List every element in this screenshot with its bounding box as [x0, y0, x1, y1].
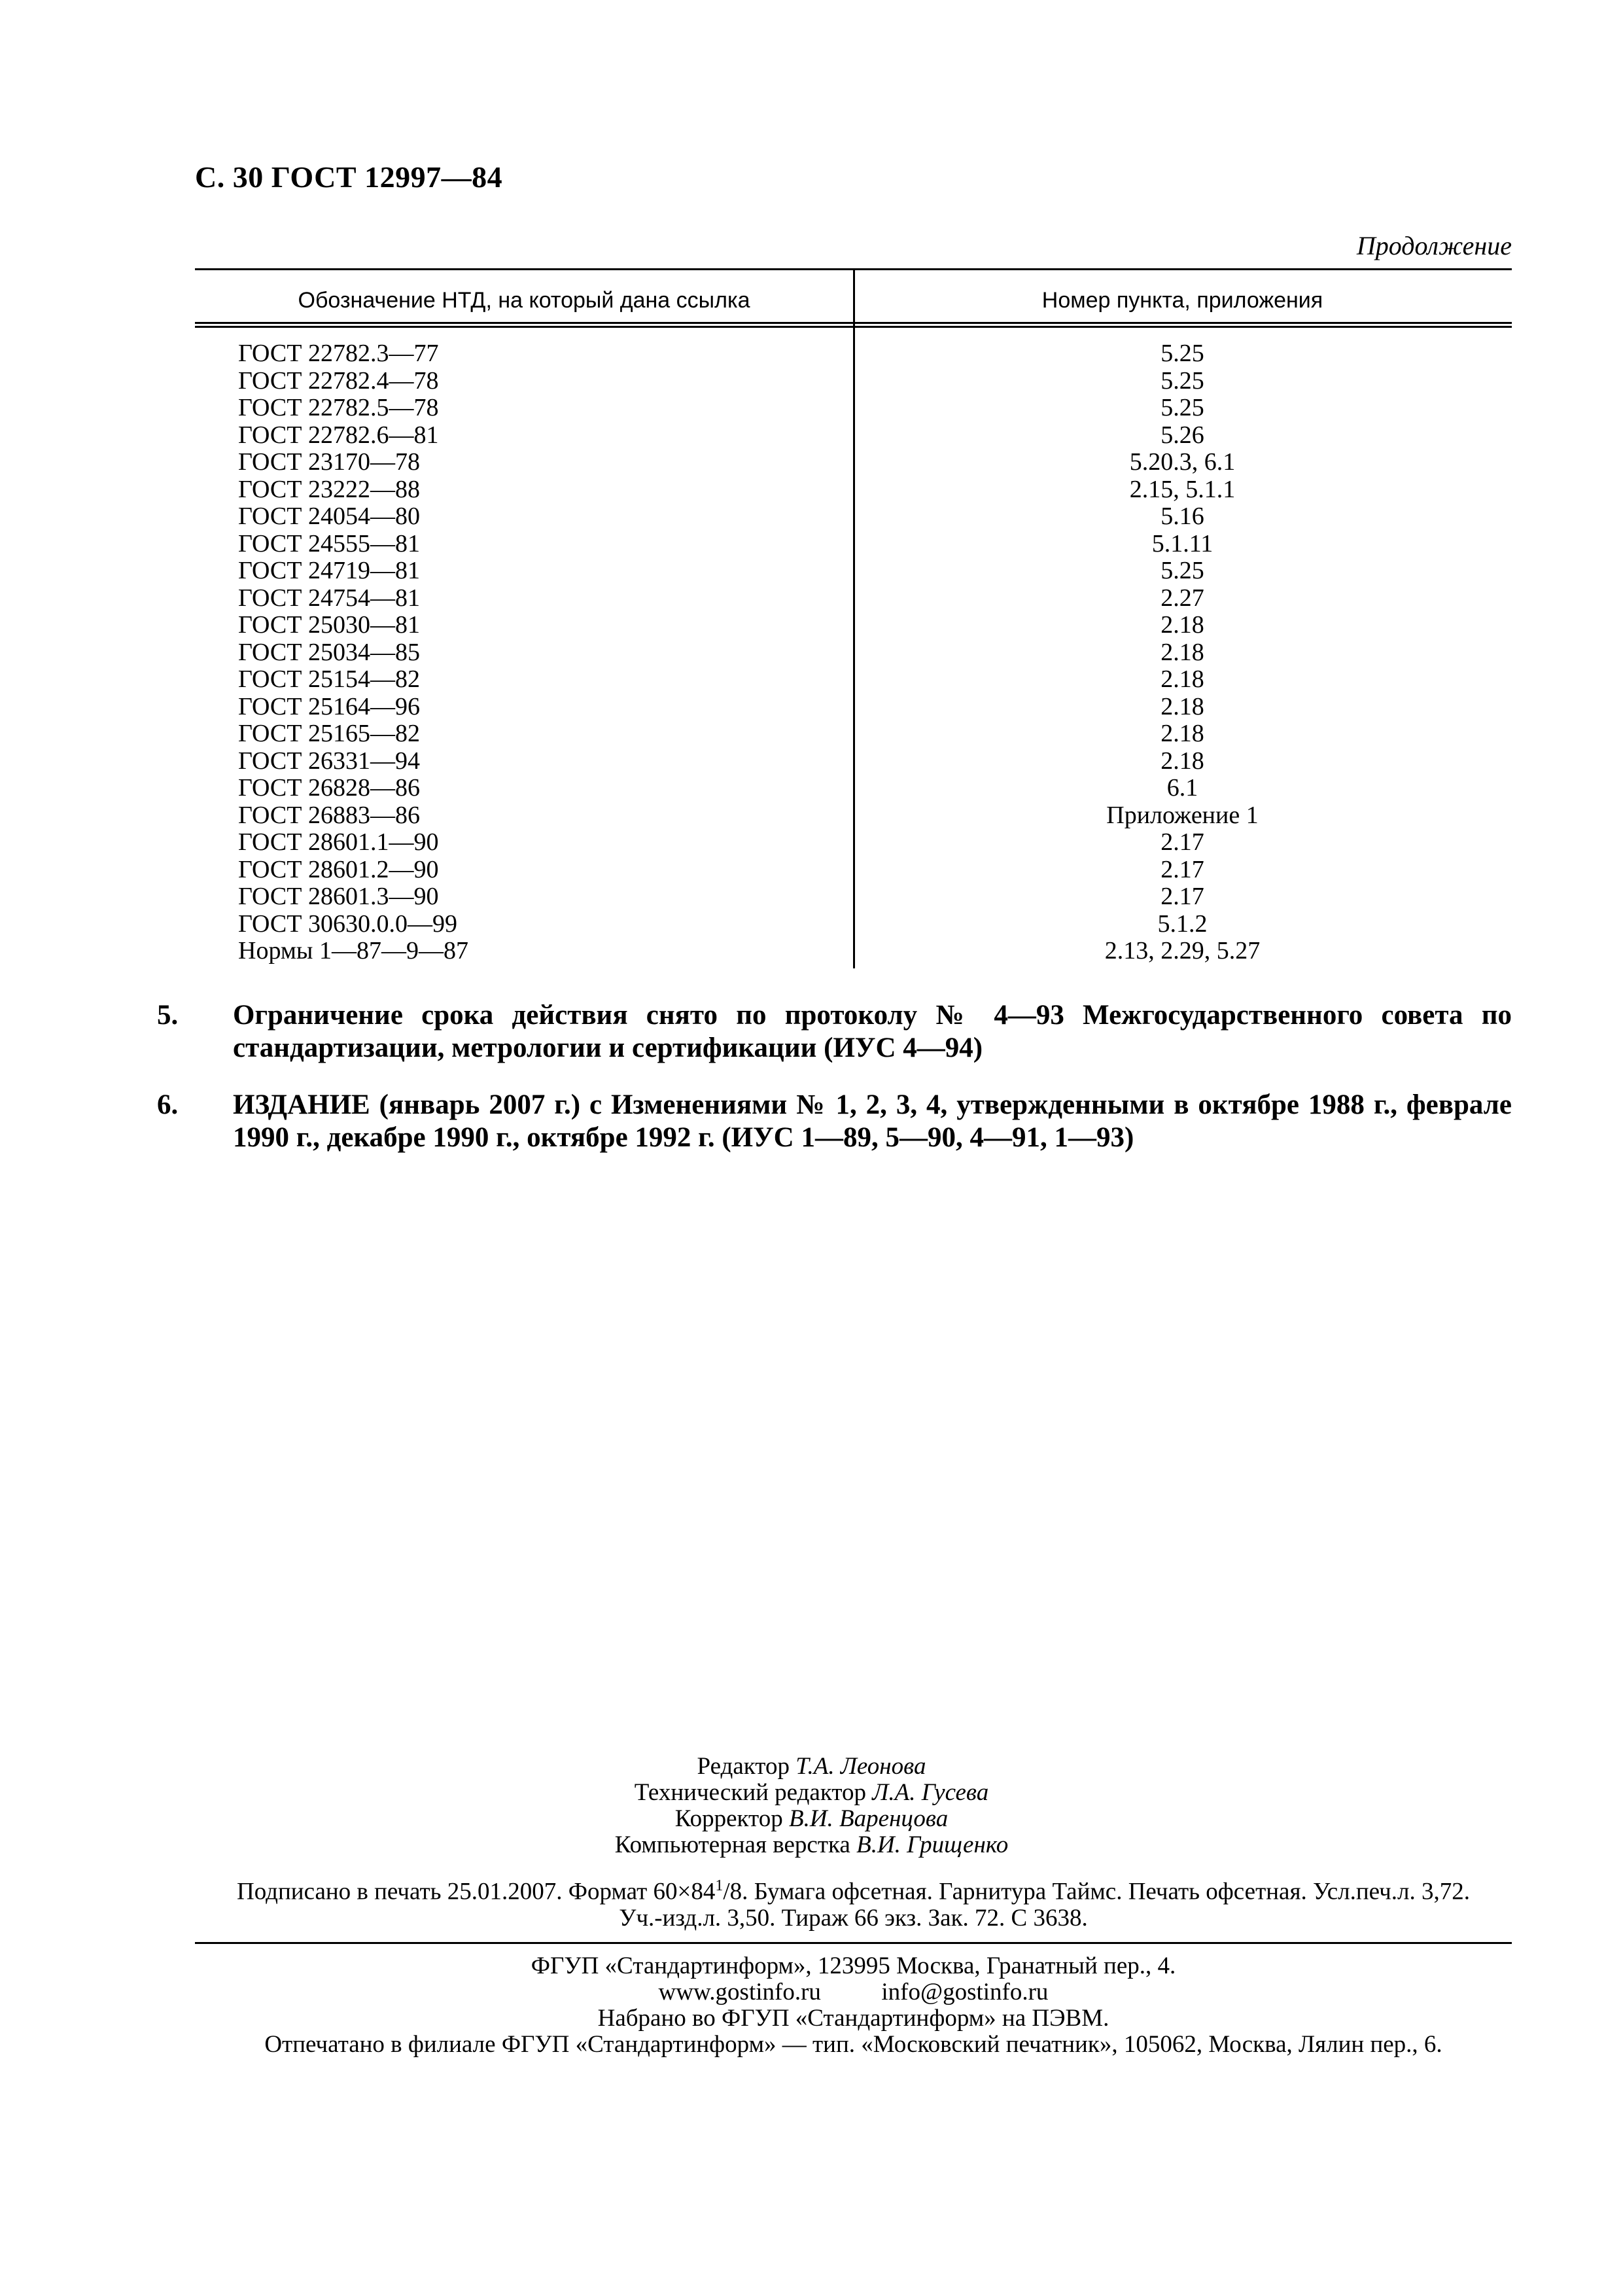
note-number: 5. [157, 1000, 179, 1031]
note-text: Ограничение срока действия снято по протоколу № 4—93 Межгосударственного совета по стандартизации, метрологии и сертификации (ИУС 4—94) [233, 1000, 1512, 1063]
page-title: С. 30 ГОСТ 12997—84 [195, 160, 503, 194]
ntd-designation: ГОСТ 25165—82 [238, 720, 420, 747]
publisher-address: ФГУП «Стандартинформ», 123995 Москва, Гранатный пер., 4. [531, 1952, 1176, 1979]
table-row [195, 802, 1512, 830]
publisher-website[interactable]: www.gostinfo.ru [658, 1979, 821, 2005]
ntd-designation: ГОСТ 24719—81 [238, 557, 420, 584]
ntd-designation: ГОСТ 22782.5—78 [238, 394, 439, 421]
clause-number: 6.1 [1166, 774, 1198, 802]
ntd-designation: ГОСТ 28601.2—90 [238, 855, 439, 883]
table-row [195, 395, 1512, 422]
clause-number: 2.27 [1161, 584, 1204, 612]
clause-number: 5.1.11 [1151, 529, 1213, 557]
ntd-designation: ГОСТ 25030—81 [238, 611, 420, 639]
table-row [195, 503, 1512, 531]
ntd-designation: ГОСТ 26883—86 [238, 801, 420, 829]
ntd-designation: ГОСТ 23170—78 [238, 448, 420, 476]
ntd-designation: ГОСТ 28601.1—90 [238, 828, 439, 856]
publisher-printed: Отпечатано в филиале ФГУП «Стандартинформ» — тип. «Московский печатник», 105062, Москва, Лялин пер., 6. [264, 2031, 1442, 2058]
clause-number: 2.18 [1161, 638, 1204, 666]
clause-number: 2.18 [1161, 611, 1204, 639]
note-6 [157, 1089, 1512, 1154]
clause-number: 2.13, 2.29, 5.27 [1104, 937, 1261, 964]
clause-number: 5.25 [1161, 340, 1204, 367]
print-info-line-1: Подписано в печать 25.01.2007. Формат $60\times 84^1/8$. Бумага офсетная. Гарнитура Таймс. Печать офсетная. Усл.печ.л. 3,72. [236, 1877, 1470, 1905]
table-row [195, 476, 1512, 504]
table-row [195, 585, 1512, 612]
table-row [195, 883, 1512, 911]
ntd-designation: ГОСТ 25164—96 [238, 692, 420, 720]
publisher-typeset: Набрано во ФГУП «Стандартинформ» на ПЭВМ. [597, 2005, 1109, 2032]
continuation-label: Продолжение [1356, 231, 1512, 260]
table-row [195, 531, 1512, 558]
table-row [195, 938, 1512, 965]
table-row [195, 829, 1512, 857]
clause-number: 2.18 [1161, 720, 1204, 747]
print-info-line-2: Уч.-изд.л. 3,50. Тираж 66 экз. Зак. 72. С 3638. [619, 1905, 1088, 1932]
ntd-designation: ГОСТ 22782.3—77 [238, 340, 439, 367]
editor-line: Редактор Т.А. Леонова [697, 1753, 926, 1780]
tech-editor-line: Технический редактор Л.А. Гусева [634, 1779, 989, 1806]
table-row [195, 639, 1512, 667]
table-row [195, 368, 1512, 395]
col2-header: Номер пункта, приложения [1041, 288, 1323, 313]
ntd-designation: ГОСТ 22782.4—78 [238, 366, 439, 395]
reference-table [195, 268, 1512, 968]
table-row [195, 422, 1512, 450]
table-row [195, 720, 1512, 748]
note-text: ИЗДАНИЕ (январь 2007 г.) с Изменениями № 1, 2, 3, 4, утвержденными в октябре 1988 г., феврале 1990 г., декабре 1990 г., октябре 1992 г. (ИУС 1—89, 5—90, 4—91, 1—93) [233, 1089, 1512, 1153]
ntd-designation: ГОСТ 24054—80 [238, 503, 420, 530]
layout-line: Компьютерная верстка В.И. Грищенко [614, 1831, 1009, 1858]
ntd-designation: ГОСТ 25154—82 [238, 665, 420, 693]
ntd-designation: ГОСТ 24555—81 [238, 529, 420, 557]
table-row [195, 911, 1512, 938]
table-row [195, 666, 1512, 694]
note-number: 6. [157, 1089, 179, 1120]
ntd-designation: ГОСТ 26828—86 [238, 774, 420, 802]
clause-number: 2.17 [1161, 855, 1204, 883]
table-row [195, 775, 1512, 802]
clause-number: 2.17 [1161, 883, 1204, 910]
clause-number: 5.16 [1161, 503, 1204, 530]
clause-number: 5.26 [1161, 421, 1204, 449]
clause-number: Приложение 1 [1106, 801, 1259, 829]
imprint-rule [195, 1942, 1512, 1944]
table-row [195, 449, 1512, 476]
publisher-email[interactable]: info@gostinfo.ru [881, 1979, 1049, 2005]
ntd-designation: ГОСТ 23222—88 [238, 475, 420, 503]
clause-number: 2.17 [1161, 828, 1204, 856]
clause-number: 2.18 [1161, 747, 1204, 775]
table-row [195, 612, 1512, 639]
ntd-designation: ГОСТ 30630.0.0—99 [238, 910, 457, 938]
clause-number: 5.25 [1161, 366, 1204, 395]
publisher-block [195, 1953, 1512, 2058]
clause-number: 2.15, 5.1.1 [1129, 475, 1236, 503]
clause-number: 5.20.3, 6.1 [1129, 448, 1236, 476]
clause-number: 5.1.2 [1157, 910, 1208, 938]
ntd-designation: ГОСТ 28601.3—90 [238, 883, 439, 910]
ntd-designation: Нормы 1—87—9—87 [238, 937, 468, 964]
ntd-designation: ГОСТ 22782.6—81 [238, 421, 439, 449]
clause-number: 2.18 [1161, 692, 1204, 720]
corrector-line: Корректор В.И. Варенцова [674, 1805, 949, 1832]
clause-number: 2.18 [1161, 665, 1204, 693]
table-row [195, 340, 1512, 368]
table-body [195, 340, 1512, 965]
table-row [195, 857, 1512, 884]
editors-block [0, 1754, 1623, 1858]
print-info [195, 1873, 1512, 1932]
col1-header: Обозначение НТД, на который дана ссылка [298, 288, 750, 313]
ntd-designation: ГОСТ 26331—94 [238, 747, 420, 775]
table-row [195, 694, 1512, 721]
clause-number: 5.25 [1161, 557, 1204, 584]
ntd-designation: ГОСТ 25034—85 [238, 638, 420, 666]
table-row [195, 748, 1512, 775]
clause-number: 5.25 [1161, 394, 1204, 421]
table-row [195, 557, 1512, 585]
publisher-contacts [195, 1979, 1512, 2005]
note-5 [157, 999, 1512, 1065]
ntd-designation: ГОСТ 24754—81 [238, 584, 420, 612]
